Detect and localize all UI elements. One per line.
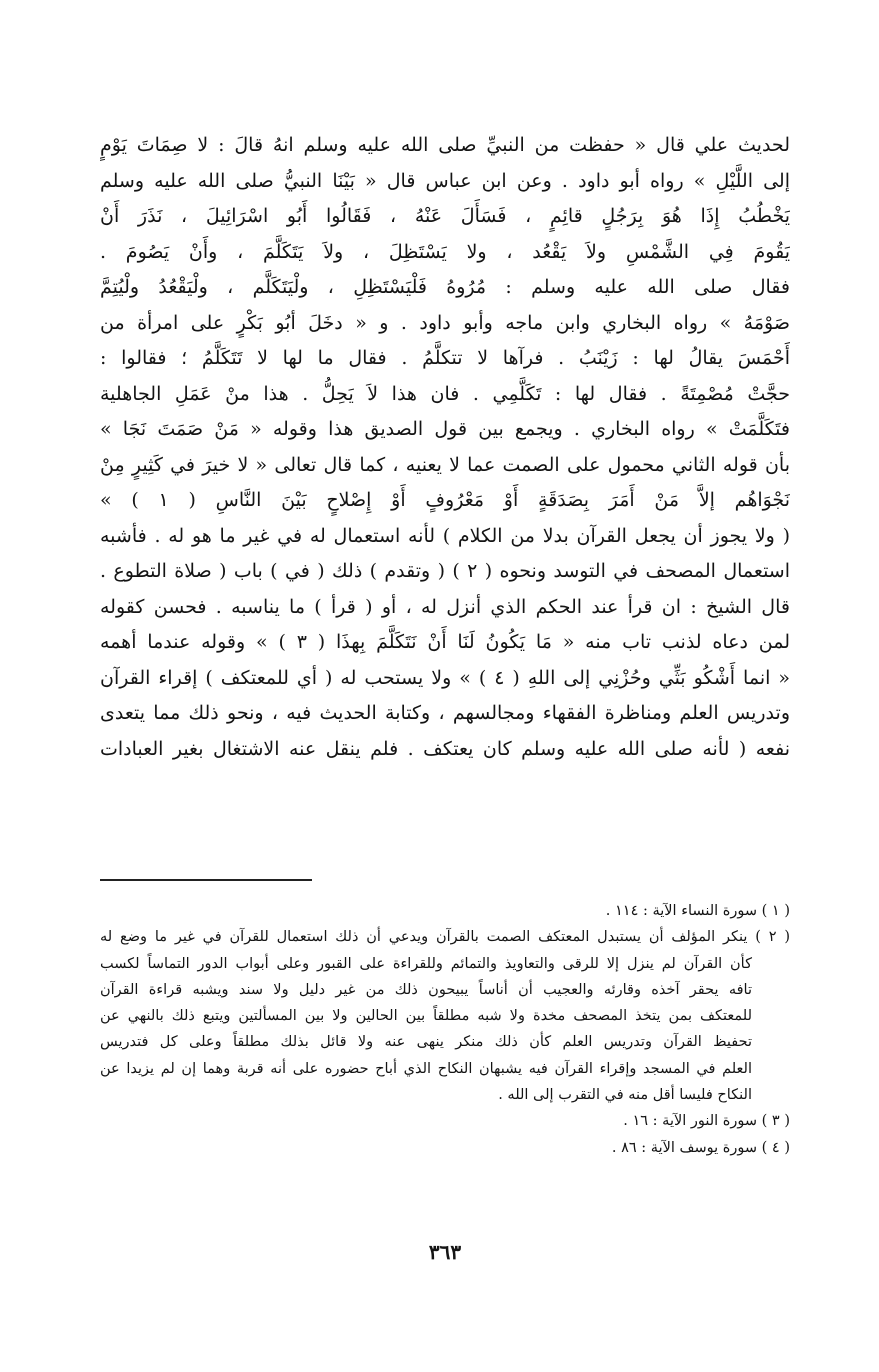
text-line: قال الشيخ : ان قرأ عند الحكم الذي أنزل له ، أو ( قرأ ) ما يناسبه . فحسن كقوله — [100, 595, 790, 618]
text-line: ( ولا يجوز أن يجعل القرآن بدلا من الكلام ) لأنه استعمال له في غير ما هو له . فأشبه — [100, 524, 790, 547]
text-line: لمن دعاه لذنب تاب منه « مَا يَكُونُ لَنَا أَنْ نَتَكَلَّمَ بِهذَا ( ٣ ) » وقوله عندما أهمه — [100, 631, 790, 653]
footnote-2-line: النكاح فليسا أقل منه في التقرب إلى الله . — [498, 1087, 752, 1104]
text-line: استعمال المصحف في التوسد ونحوه ( ٢ ) ( وتقدم ) ذلك ( في ) باب ( صلاة التطوع . — [100, 560, 790, 582]
text-line: وتدريس العلم ومناظرة الفقهاء ومجالسهم ، وكتابة الحديث فيه ، ونحو ذلك مما يتعدى — [100, 702, 790, 724]
text-line: صَوْمَهُ » رواه البخاري وابن ماجه وأبو داود . و « دخَلَ أبُو بَكْرٍ على امرأة من — [100, 311, 790, 334]
text-line: إلى اللَّيْلِ » رواه أبو داود . وعن ابن عباس قال « بَيْنَا النبيُّ صلى الله عليه وسلم — [100, 169, 790, 192]
footnote-2-line: تافه يحقر آخذه وقارئه والعجيب أن أناساً يبيحون ذلك من غير دليل ولا سند ويشبه قراءة القرآن — [100, 981, 752, 998]
text-line: لحديث علي قال « حفظت من النبيِّ صلى الله عليه وسلم انهُ قالَ : لا صِمَاتَ يَوْمٍ — [100, 134, 790, 156]
footnote-2-line: للمعتكف بمن يتخذ المصحف مخدة ولا شبه مطلقاً بين الحالين ولا بين المسألتين ويتبع ذلك بالنهي عن — [100, 1008, 752, 1025]
text-line: أَحْمَسَ يقالُ لها : زَيْنَبُ . فرآها لا تتكلَّمُ . فقال ما لها لا تَتَكَلَّمُ ؛ فقالوا : — [100, 347, 790, 369]
text-line: فتَكَلَّمَتْ » رواه البخاري . ويجمع بين قول الصديق هذا وقوله « مَنْ صَمَتَ نَجَا » — [100, 418, 790, 440]
text-line: يَخْطُبُ إِذَا هُوَ بِرَجُلٍ قائِمٍ ، فَسَأَلَ عَنْهُ ، فَقَالُوا أَبُو اسْرَائِيلَ ، نَذَرَ أَنْ — [100, 205, 790, 227]
text-line: فقال صلى الله عليه وسلم : مُرُوهُ فَلْيَسْتَظِلِ ، ولْيَتَكَلَّم ، ولْيَقْعُدُ ولْيُتِمَّ — [100, 276, 790, 298]
footnote-2-line: العلم في المسجد وإقراء القرآن فيه يشبهان النكاح الذي أباح حضوره على أنه قربة وهما إن لم يزيدا عن — [100, 1060, 752, 1077]
book-page — [100, 128, 790, 1308]
text-line: بأن قوله الثاني محمول على الصمت عما لا يعنيه ، كما قال تعالى « لا خيرَ في كَثِيرٍ مِنْ — [100, 453, 790, 476]
page-number: ٣٦٣ — [428, 1240, 462, 1264]
text-line: يَقُومَ فِي الشَّمْسِ ولاَ يَقْعُد ، ولا يَسْتَظِلَ ، ولاَ يَتَكَلَّمَ ، وأَنْ يَصُومَ . — [100, 240, 790, 263]
footnote-4: ( ٤ ) سورة يوسف الآية : ٨٦ . — [611, 1139, 790, 1156]
footnote-rule — [100, 879, 312, 881]
main-text-body — [100, 128, 790, 767]
footnote-1: ( ١ ) سورة النساء الآية : ١١٤ . — [605, 903, 790, 919]
footnote-2-line: تحفيظ القرآن وتدريس العلم كأن ذلك منكر ينهى عنه ولا قائل بذلك مطلقاً وعلى كل فتدريس — [100, 1034, 752, 1051]
footnote-2-line: ( ٢ ) ينكر المؤلف أن يستبدل المعتكف الصمت بالقرآن ويدعي أن ذلك استعمال للقرآن في غير ما وضع له — [100, 929, 790, 946]
text-line: نَجْوَاهُم إلاَّ مَنْ أَمَرَ بِصَدَقَةٍ أَوْ مَعْرُوفٍ أَوْ إِصْلاحٍ بَيْنَ النَّاسِ ( ١ ) » — [100, 489, 790, 511]
text-line: حجَّتْ مُصْمِتَةً . فقال لها : تَكَلَّمِي . فان هذا لاَ يَحِلُّ . هذا منْ عَمَلِ الجاهلية — [100, 382, 790, 405]
footnote-divider — [100, 879, 790, 881]
text-line: نفعه ( لأنه صلى الله عليه وسلم كان يعتكف . فلم ينقل عنه الاشتغال بغير العبادات — [100, 737, 790, 760]
footnote-2-line: كأن القرآن لم ينزل إلا للرقى والتعاويذ والتمائم وللقراءة على القبور وعلى أبواب الدور التماساً لكسب — [100, 955, 752, 972]
footnotes — [100, 898, 790, 1161]
text-line: « انما أَشْكُو بَثِّي وحُزْنِي إلى اللهِ ( ٤ ) » ولا يستحب له ( أي للمعتكف ) إقراء القرآن — [100, 666, 790, 689]
footnote-3: ( ٣ ) سورة النور الآية : ١٦ . — [623, 1113, 790, 1130]
